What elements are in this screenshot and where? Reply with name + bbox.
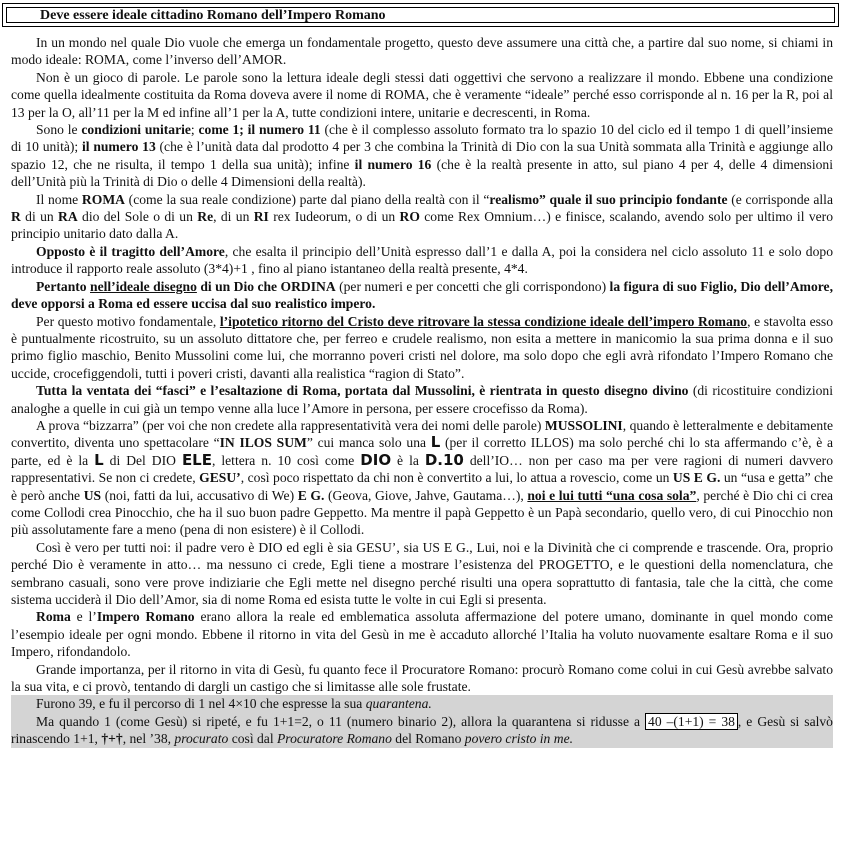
text-run: come Rex Omnium…) e finisce, scalando, avendo solo per ultimo il vero principio unitario dato dalla A. — [11, 209, 833, 242]
text-run: US — [83, 487, 102, 503]
text-run: condizioni unitarie — [81, 122, 191, 138]
text-run: Re — [197, 209, 214, 225]
paragraph-2: Non è un gioco di parole. Le parole sono la lettura ideale degli stessi dati oggettivi che servono a realizzare il mondo. Ebbene una condizione come quella idealmente costituita da Roma doveva avere il nome di ROMA, che è veramente “ideale” perché esso corrisponde al n. 16 per la R, poi al 13 per la O, all’11 per la M ed infine all’1 per la A, tutte condizioni intere, unitarie e decrescenti, in Roma. — [11, 69, 833, 120]
paragraph-11 — [11, 608, 833, 660]
text-run: l’ipotetico ritorno del Cristo deve ritrovare la stessa condizione ideale dell’impero Romano — [219, 313, 748, 329]
paragraph-8 — [11, 382, 833, 417]
text-run: così dal — [228, 731, 277, 747]
text-run: R — [11, 209, 21, 225]
paragraph-3 — [11, 121, 833, 191]
text-run: (che è l’unità data dal prodotto 4 per 3 che combina la Trinità di Dio con la sua Unità sommata alla Trinità e aggiunge allo spazio 12, che ne risulta, il tempo 1 della sua unità); infine — [11, 139, 833, 172]
paragraph-7 — [11, 313, 833, 383]
text-run: Furono 39, e fu il percorso di 1 nel 4×10 che espresse la sua — [36, 696, 366, 712]
text-run: ORDINA — [280, 278, 336, 294]
text-run: , perché è Dio chi ci crea come Collodi crea Pinocchio, che ha il suo buon padre Geppetto. Ma mentre il papà Geppetto è un Papà secondario, quello vero, di cui Pinocchio non più assolutamente fare a meno (pena di non esistere) è il Collodi. — [11, 487, 834, 538]
text-run: Sono le — [36, 122, 82, 138]
text-run: Il nome — [36, 191, 82, 207]
text-run: DIO — [360, 450, 392, 469]
text-run: , quando è letteralmente e debitamente convertito, diventa uno spettacolare “ — [11, 417, 833, 451]
text-run: erano allora la reale ed emblematica assoluta affermazione del potere umano, dominante in quel mondo come l’esempio ideale per ogni mondo. Ebbene il ritorno in vita del Gesù in me è accaduto allorché l’Italia ha voluto nuovamente esaltare Roma e il suo Impero, rifondandolo. — [11, 609, 833, 660]
text-run: , lettera n. 10 così come — [212, 452, 361, 468]
text-run: E G. — [297, 487, 325, 503]
text-run: del Romano — [391, 731, 465, 747]
text-run: †+† — [101, 731, 123, 747]
text-run: ELE — [181, 450, 212, 469]
text-run: dell’IO… non per caso ma per vere ragioni di numeri davvero rappresentativi. Se non ci credete, — [11, 452, 833, 486]
text-run: quarantena. — [365, 696, 432, 712]
text-run: (come la sua reale condizione) parte dal piano della realtà con il “ — [124, 191, 490, 207]
text-run: povero cristo in me. — [464, 731, 574, 747]
text-run: GESU’ — [199, 470, 241, 486]
text-run: (che è il complesso assoluto formato tra lo spazio 10 del ciclo ed il tempo 1 di quell’insieme di 10 unità); — [11, 122, 833, 155]
title-frame — [2, 3, 839, 27]
paragraph-9 — [11, 417, 833, 539]
text-run: IN ILOS SUM — [219, 435, 307, 451]
text-run: ; — [190, 122, 199, 138]
paragraph-12: Grande importanza, per il ritorno in vita di Gesù, fu quanto fece il Procuratore Romano: procurò Romano come colui in cui Gesù avrebbe salvato la sua vita, e ci provò, tentando di dargli un castigo che si limitasse alle sole frustate. — [11, 661, 833, 695]
text-run: (per il corretto ILLOS) ma solo perché chi lo sta affermando c’è, è a parte, ed è la — [11, 435, 833, 468]
text-run: la figura di suo Figlio, Dio dell’Amore, deve opporsi a Roma ed essere uccisa dal suo realistico impero. — [11, 278, 833, 312]
text-run: realismo” quale il suo principio fondante — [489, 191, 728, 207]
text-run: RA — [58, 209, 78, 225]
paragraph-10: Così è vero per tutti noi: il padre vero è DIO ed egli è sia GESU’, sia US E G., Lui, noi e la Divinità che ci comprende e trascende. Ora, proprio perché Dio è veramente in atto… ma nessuno ci crede, Egli tiene a mostrare l’esistenza del PROGETTO, e le questioni della nomenclatura, che sembrano casuali, sono vere prove indiziarie che Egli mette nel disegno perché risulti una opera soprattutto di fantasia, tale che la città, che come sistema ucciderà il Dio dell’Amor, sia di nome Roma ed esista tutte le volte in cui Egli si presenta. — [11, 539, 833, 607]
text-run: , di un — [213, 209, 254, 225]
text-run: di Del DIO — [103, 452, 182, 468]
text-run: , così poco rispettato da chi non è convertito a lui, lo attua a rovescio, come un — [240, 470, 673, 486]
text-run: dio del Sole o di un — [77, 209, 198, 225]
text-run: il numero 16 — [354, 156, 432, 172]
text-run: come 1; il numero 11 — [198, 122, 321, 138]
text-run: il numero 13 — [81, 139, 156, 155]
paragraph-6 — [11, 278, 833, 313]
text-run: un “usa e getta” che è però anche — [11, 470, 834, 503]
text-run: A prova “bizzarra” (per voi che non credete alla rappresentatività vera dei nomi delle parole) — [36, 417, 545, 433]
text-run: RO — [399, 209, 420, 225]
text-run: RI — [253, 209, 269, 225]
paragraph-13 — [11, 695, 833, 712]
text-run: (Geova, Giove, Jahve, Gautama…), — [324, 487, 528, 503]
text-run: noi e lui tutti “una cosa sola” — [527, 487, 697, 503]
text-run: Ma quando 1 (come Gesù) si ripeté, e fu 1+1=2, o 11 (numero binario 2), allora la quarantena si ridusse a — [36, 713, 641, 729]
text-run: ROMA — [81, 191, 125, 207]
text-run: , e Gesù si salvò rinascendo 1+1, — [11, 713, 833, 747]
text-run: Tutta la ventata dei “fasci” e l’esaltazione di Roma, portata dal Mussolini, è rientrata in questo disegno divino — [36, 383, 689, 399]
text-run: Procuratore Romano — [277, 731, 392, 747]
text-run: è la — [391, 452, 425, 468]
text-run: procurato — [174, 731, 229, 747]
text-run: L — [94, 450, 104, 469]
text-run: (che è la realtà presente in atto, sul piano 4 per 4, delle 4 dimensioni dell’Unità più la Trinità di Dio o delle 4 Dimensioni della realtà). — [11, 156, 833, 190]
paragraph-5 — [11, 243, 833, 278]
equation-box: 40 –(1+1) = 38 — [645, 713, 738, 730]
text-run: (noi, fatti da lui, accusativo di We) — [101, 487, 298, 503]
text-run: ” cui manca solo una — [306, 435, 431, 451]
text-run: D.10 — [424, 450, 464, 469]
text-run: e l’ — [70, 609, 97, 625]
document-body — [11, 34, 833, 748]
text-run: , e stavolta esso è puntualmente ricostruito, su un assoluto dittatore che, per ferreo e crudele realismo, non esita a mettere in manicomio la sua prima donna e il suo primo figlio maschio, Benito Mussolini come lui, che morranno poveri cristi nel dolore, ma solo dopo che egli avrà rifondato l’Impero Romano che uccide, crocefiggendoli, tutti i poveri cristi, davanti alla realistica “ragion di Stato”. — [11, 313, 833, 381]
document-title: Deve essere ideale cittadino Romano dell’Impero Romano — [6, 7, 835, 23]
text-run: rex Iudeorum, o di un — [268, 209, 400, 225]
text-run: (per numeri e per concetti che gli corrispondono) — [335, 278, 610, 294]
text-run: US E G. — [672, 470, 721, 486]
paragraph-14 — [11, 713, 833, 748]
text-run: Pertanto — [36, 278, 91, 294]
text-run: (e corrisponde alla — [727, 191, 833, 207]
text-run: Roma — [36, 609, 71, 625]
text-run: di un — [20, 209, 59, 225]
text-run: Opposto è il tragitto dell’Amore — [36, 243, 225, 259]
text-run: , che esalta il principio dell’Unità espresso dall’1 e dalla A, poi la considera nel ciclo assoluto 11 e solo dopo introduce il rapporto reale assoluto (3*4)+1 , fino al piano istantaneo della realtà presente, 4*4. — [11, 243, 833, 277]
paragraph-1: In un mondo nel quale Dio vuole che emerga un fondamentale progetto, questo deve assumere una città che, a partire dal suo nome, si chiami in modo ideale: ROMA, come l’inverso dell’AMOR. — [11, 35, 833, 68]
text-run: L — [430, 433, 441, 452]
text-run: , nel ’38, — [122, 731, 175, 747]
text-run: Impero Romano — [96, 609, 195, 625]
text-run: MUSSOLINI — [544, 417, 623, 433]
text-run: nell’ideale disegno — [90, 278, 197, 294]
paragraph-4 — [11, 191, 833, 243]
text-run: di un Dio che — [196, 278, 281, 294]
text-run: Per questo motivo fondamentale, — [36, 313, 220, 329]
text-run: (di ricostituire condizioni analoghe a quelle in cui già un tempo venne alla luce l’Amore in persona, per essere crocefisso da Roma). — [11, 383, 833, 416]
